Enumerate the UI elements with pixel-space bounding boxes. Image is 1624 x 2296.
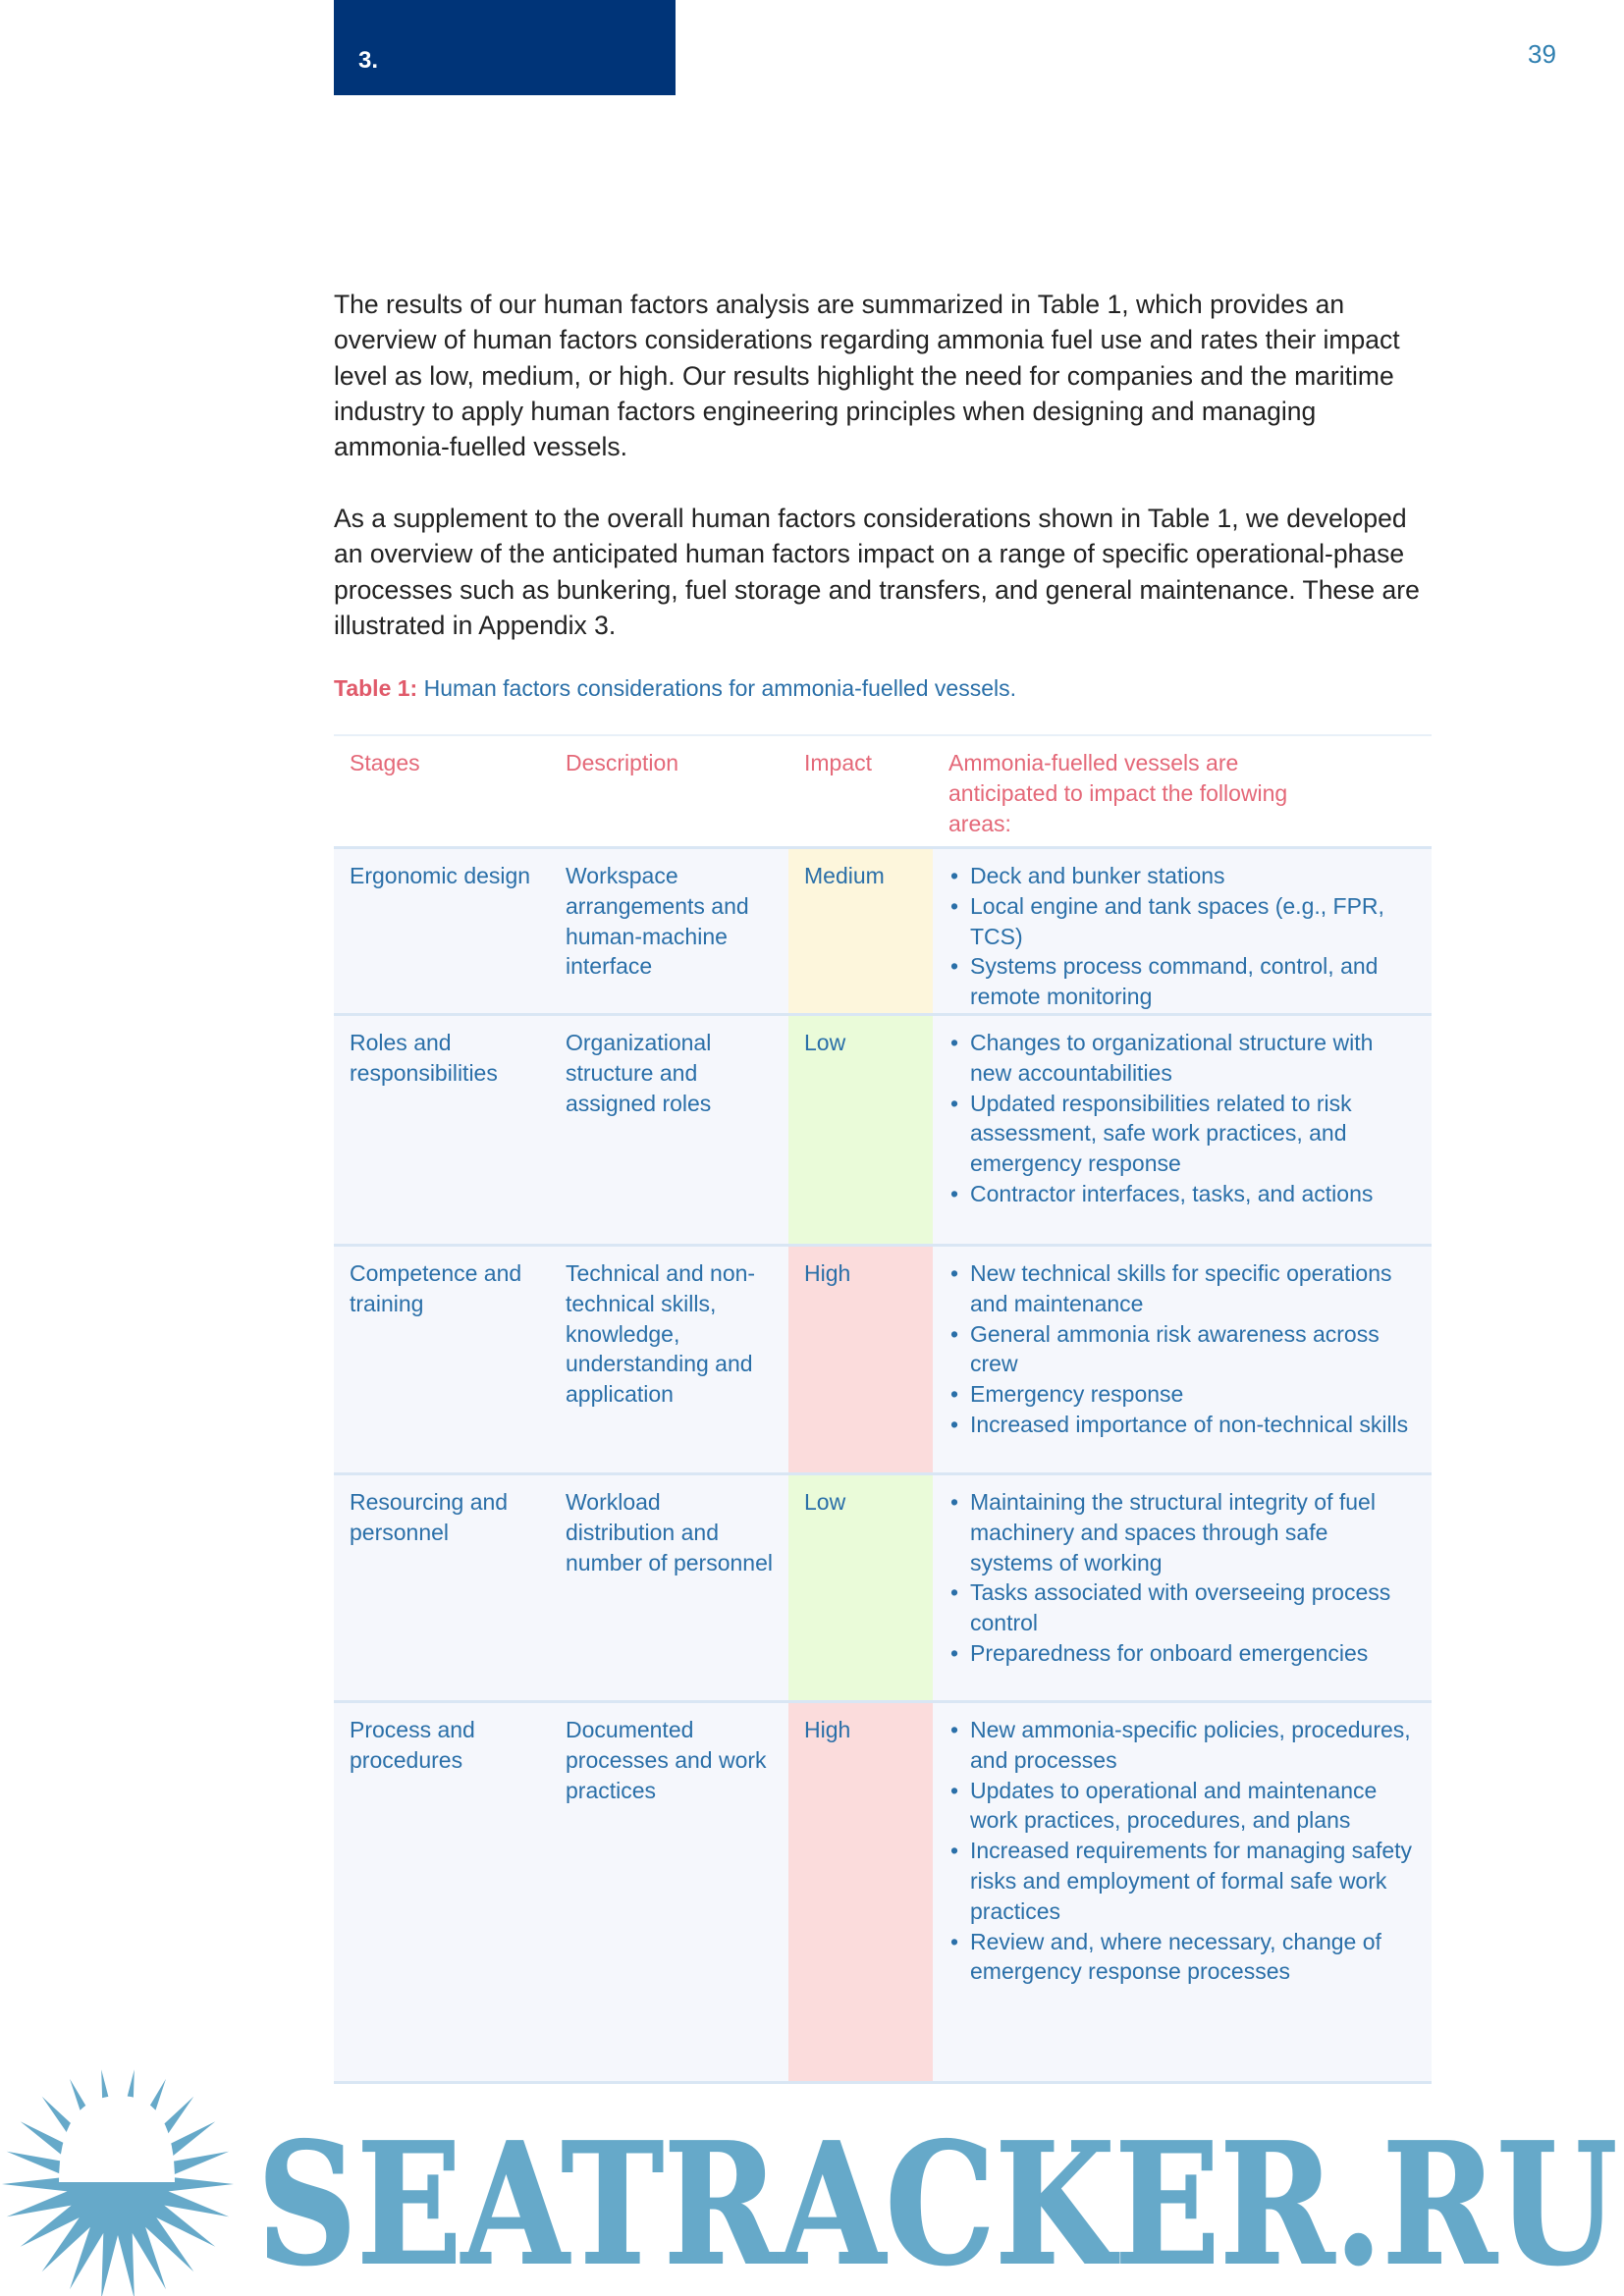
area-item: • Updates to operational and maintenance work practices, procedures, and plans (948, 1776, 1417, 1837)
table-row (334, 1246, 1432, 1474)
paragraph-2: As a supplement to the overall human factors considerations shown in Table 1, we developed an overview of the anticipated human factors impact on a range of specific operational-phase processes such as bunkering, fuel storage and transfers, and general maintenance. These are illustrated in Appendix 3. (334, 504, 1420, 640)
stage-cell: Resourcing and personnel (334, 1474, 550, 1702)
area-item: • Updated responsibilities related to risk assessment, safe work practices, and emergency response (948, 1089, 1417, 1179)
table-row (334, 1702, 1432, 2083)
stage-cell: Ergonomic design (334, 848, 550, 1015)
stage-cell: Roles and responsibilities (334, 1015, 550, 1246)
table-row (334, 848, 1432, 1015)
description-cell: Technical and non-technical skills, knowledge, understanding and application (550, 1246, 788, 1474)
header-areas: Ammonia-fuelled vessels are anticipated to impact the following areas: (933, 735, 1432, 848)
area-item: • Increased importance of non-technical skills (948, 1410, 1417, 1440)
area-item: • Changes to organizational structure with new accountabilities (948, 1028, 1417, 1089)
area-item: • Contractor interfaces, tasks, and actions (948, 1179, 1417, 1209)
impact-cell: Low (788, 1474, 933, 1702)
sun-logo-icon (2, 2069, 234, 2296)
description-cell: Documented processes and work practices (550, 1702, 788, 2083)
area-item: • Emergency response (948, 1379, 1417, 1410)
table-caption (334, 675, 1016, 702)
page-number: 39 (1528, 39, 1556, 69)
caption-label: Table 1: (334, 675, 418, 701)
area-item: • Local engine and tank spaces (e.g., FPR, TCS) (948, 891, 1417, 952)
area-item: • Tasks associated with overseeing process control (948, 1577, 1417, 1638)
area-item: • Review and, where necessary, change of emergency response processes (948, 1927, 1417, 1988)
section-header-box (334, 0, 676, 95)
areas-cell (933, 1246, 1432, 1474)
header-impact: Impact (788, 735, 933, 848)
areas-cell (933, 1015, 1432, 1246)
area-item: • Preparedness for onboard emergencies (948, 1638, 1417, 1669)
section-number: 3. (358, 47, 379, 74)
table-row (334, 1015, 1432, 1246)
impact-cell: High (788, 1702, 933, 2083)
area-item: • Increased requirements for managing safety risks and employment of formal safe work practices (948, 1836, 1417, 1926)
impact-cell: High (788, 1246, 933, 1474)
description-cell: Organizational structure and assigned roles (550, 1015, 788, 1246)
stage-cell: Process and procedures (334, 1702, 550, 2083)
header-stages: Stages (334, 735, 550, 848)
impact-cell: Medium (788, 848, 933, 1015)
impact-cell: Low (788, 1015, 933, 1246)
area-item: • Systems process command, control, and remote monitoring (948, 951, 1417, 1012)
description-cell: Workspace arrangements and human-machine interface (550, 848, 788, 1015)
caption-text: Human factors considerations for ammonia-fuelled vessels. (423, 675, 1016, 701)
seatracker-watermark (0, 2066, 1624, 2296)
table-row (334, 1474, 1432, 1702)
stage-cell: Competence and training (334, 1246, 550, 1474)
area-item: • Deck and bunker stations (948, 861, 1417, 891)
description-cell: Workload distribution and number of personnel (550, 1474, 788, 1702)
area-item: • Maintaining the structural integrity of fuel machinery and spaces through safe systems of working (948, 1487, 1417, 1577)
area-item: • New technical skills for specific operations and maintenance (948, 1258, 1417, 1319)
area-item: • New ammonia-specific policies, procedures, and processes (948, 1715, 1417, 1776)
paragraph-1: The results of our human factors analysis are summarized in Table 1, which provides an overview of human factors considerations regarding ammonia fuel use and rates their impact level as low, medium, or high. Our results highlight the need for companies and the maritime industry to apply human factors engineering principles when designing and managing ammonia-fuelled vessels. (334, 290, 1400, 462)
area-item: • General ammonia risk awareness across crew (948, 1319, 1417, 1380)
watermark-text: SEATRACKER.RU (257, 2107, 1617, 2296)
header-description: Description (550, 735, 788, 848)
human-factors-table (334, 734, 1432, 2084)
areas-cell (933, 1474, 1432, 1702)
areas-cell (933, 1702, 1432, 2083)
areas-cell (933, 848, 1432, 1015)
